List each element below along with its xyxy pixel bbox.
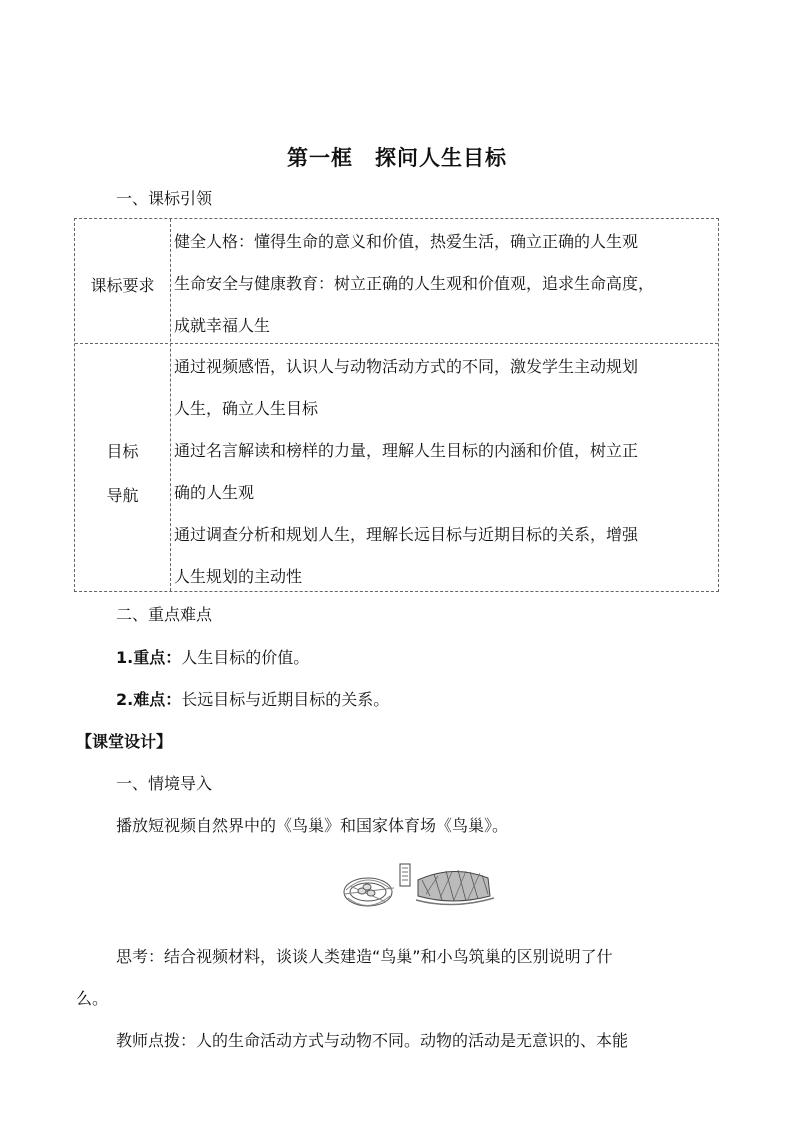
key-point-text: 人生目标的价值。 <box>181 648 310 667</box>
table-text-line: 成就幸福人生 <box>174 316 271 335</box>
table-text-line: 人生，确立人生目标 <box>174 399 319 418</box>
table-divider-vertical <box>170 219 171 591</box>
think-question-line1: 思考：结合视频材料，谈谈人类建造“鸟巢”和小鸟筑巢的区别说明了什 <box>116 947 613 966</box>
difficult-point-text: 长远目标与近期目标的关系。 <box>181 690 390 709</box>
table-label-goals-line1: 目标 <box>106 442 139 461</box>
teacher-note <box>76 1020 718 1062</box>
think-question-line2: 么。 <box>76 989 109 1008</box>
table-text-line: 通过名言解读和榜样的力量，理解人生目标的内涵和价值，树立正 <box>174 441 639 460</box>
table-text-line: 通过视频感悟，认识人与动物活动方式的不同，激发学生主动规划 <box>174 357 639 376</box>
section-heading-key-points: 二、重点难点 <box>116 605 213 624</box>
key-point <box>116 648 309 668</box>
difficult-point <box>116 690 389 710</box>
table-text-line: 健全人格：懂得生命的意义和价值，热爱生活，确立正确的人生观 <box>174 232 639 251</box>
table-text-line: 生命安全与健康教育：树立正确的人生观和价值观，追求生命高度， <box>174 274 655 293</box>
table-text-line: 人生规划的主动性 <box>174 567 303 586</box>
section-heading-curriculum: 一、课标引领 <box>116 189 213 208</box>
table-label-goals-line2: 导航 <box>106 486 139 505</box>
nest-icon <box>344 878 394 906</box>
birds-nest-illustration <box>338 850 498 920</box>
think-question <box>76 936 718 1020</box>
seal-icon <box>400 864 410 886</box>
key-point-label: 1.重点： <box>116 648 182 667</box>
table-label-standards: 课标要求 <box>90 276 155 295</box>
section-heading-class-design: 【课堂设计】 <box>76 732 173 751</box>
table-cell-goals <box>174 346 717 598</box>
curriculum-table <box>74 218 719 592</box>
section-heading-intro: 一、情境导入 <box>116 774 213 793</box>
page-title: 第一框 探问人生目标 <box>287 146 507 170</box>
table-cell-standards <box>174 221 717 347</box>
table-text-line: 通过调查分析和规划人生，理解长远目标与近期目标的关系，增强 <box>174 525 639 544</box>
table-text-line: 确的人生观 <box>174 483 255 502</box>
teacher-note-line1: 教师点拨：人的生命活动方式与动物不同。动物的活动是无意识的、本能 <box>116 1031 629 1050</box>
intro-play-text: 播放短视频自然界中的《鸟巢》和国家体育场《鸟巢》。 <box>116 816 509 835</box>
difficult-point-label: 2.难点： <box>116 690 182 709</box>
stadium-icon <box>416 870 494 905</box>
